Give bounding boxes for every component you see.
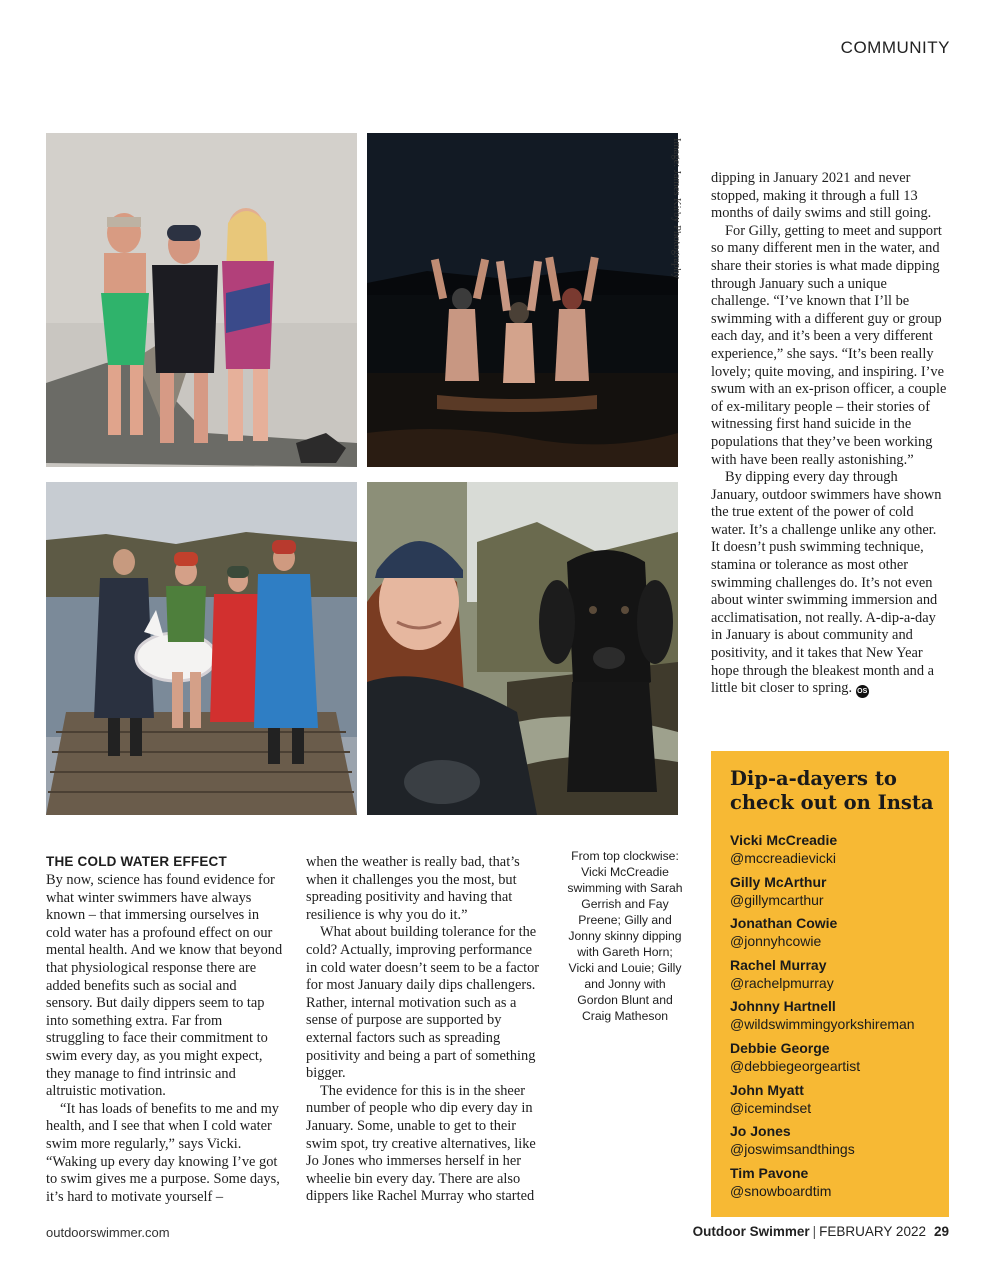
list-item [730,956,945,998]
paragraph: The evidence for this is in the sheer number of people who dip every day in January. Some, unable to get to their swim spot, try creative alternatives, like Jo Jones who immerses herself in her wheelie bin every day. There are also dippers like Rachel Murray who started [306,1082,536,1205]
person-name: Rachel Murray [730,956,827,973]
paragraph: dipping in January 2021 and never stopped, making it through a full 13 months of daily swims and still going. [711,170,932,222]
paragraph: By now, science has found evidence for what winter swimmers have always known – that immersing ourselves in cold water has a profound effect on our mental health. And we know that beyond that physiological response there are added benefits such as social and sensory. But daily dippers seem to tap into something extra. Far from struggling to face their commitment to swim every day, as you might expect, they manage to find intrinsic and altruistic motivation. [46,872,283,1100]
paragraph: when the weather is really bad, that’s when it challenges you the most, but spreading positivity and having that resilience is why you do it.” [306,854,520,923]
photo-selfie-dog [367,482,678,815]
magazine-name: Outdoor Swimmer [692,1224,810,1239]
photo-night-dip-image [367,133,678,467]
article-column-3 [711,170,947,698]
insta-handle: @icemindset [730,1099,812,1116]
list-item [730,1081,945,1123]
list-item [730,1164,945,1206]
paragraph: For Gilly, getting to meet and support so many different men in the water, and share their stories is what made dipping through January such a unique challenge. “I’ve known that I’ll be swimming with a different guy or group each day, and it’s been a very different experience,” she says. “It’s been really lovely; quite moving, and inspiring. I’ve swum with an ex-prison officer, a couple of ex-military people – their stories of witnessing first hand suicide in the populations that they’ve been working with have been really astonishing.” [711,222,947,468]
person-name: John Myatt [730,1081,804,1098]
photo-selfie-dog-image [367,482,678,815]
photo-three-swimmers [46,133,357,467]
photo-credit-text: Image: James Kirby Photography [671,138,682,279]
paragraph [711,469,947,698]
list-item [730,873,945,915]
insta-handle: @snowboardtim [730,1182,832,1199]
person-name: Jonathan Cowie [730,915,838,932]
person-name: Vicki McCreadie [730,832,838,848]
list-item [730,1122,945,1164]
footer-website: outdoorswimmer.com [46,1225,170,1240]
article-subheading: THE COLD WATER EFFECT [46,854,227,869]
paragraph: What about building tolerance for the cold? Actually, improving performance in cold water doesn’t seem to be a factor for most January daily dips challengers. Rather, internal motivation such as a sense of purpose are supported by external factors such as spreading positivity and being a part of something bigger. [306,924,540,1082]
divider: | [812,1224,817,1239]
paragraph-text: By dipping every day through January, outdoor swimmers have shown the true extent of the power of cold water. It’s a challenge unlike any other. It doesn’t push swimming technique, stamina or tolerance as most other swimming challenges do. It’s not even about winter swimming immersion and acclimatisation, not really. A-dip-a-day in January is about community and positivity, and it takes that New Year hope through the bleakest month and a little bit closer to spring. [711,469,942,697]
insta-list [730,831,945,1205]
sidebar-title: Dip-a-dayers to check out on Insta [730,767,934,814]
photo-three-swimmers-image [46,133,357,467]
photo-jetty-group-image [46,482,357,815]
issue-date: FEBRUARY 2022 [819,1224,926,1239]
person-name: Debbie George [730,1039,830,1056]
footer-folio [693,1224,949,1239]
page-number: 29 [933,1224,949,1239]
paragraph: “It has loads of benefits to me and my health, and I see that when I cold water swim more regularly,” says Vicki. “Waking up every day knowing I’ve got to swim gives me a purpose. Some days, it’s hard to motivate yourself – [46,1100,280,1205]
photo-caption: From top clockwise: Vicki McCreadie swimming with Sarah Gerrish and Fay Preene; Gilly and Jonny skinny dipping with Gareth Horn; Vicki and Louie; Gilly and Jonny with Gordon Blunt and Craig Matheson [567,849,683,1023]
insta-handle: @joswimsandthings [730,1141,855,1158]
list-item [730,997,945,1039]
person-name: Gilly McArthur [730,873,827,890]
person-name: Jo Jones [730,1123,791,1140]
insta-handle: @jonnyhcowie [730,933,822,950]
person-name: Tim Pavone [730,1164,809,1181]
list-item [730,1039,945,1081]
article-column-1 [46,853,284,1206]
insta-handle: @gillymcarthur [730,891,824,908]
photo-night-dip [367,133,678,467]
article-column-2 [306,854,546,1206]
insta-handle: @rachelpmurray [730,974,834,991]
end-mark-icon: OS [856,685,869,698]
insta-handle: @wildswimmingyorkshireman [730,1016,915,1033]
photo-jetty-group [46,482,357,815]
section-label: COMMUNITY [840,38,950,57]
insta-sidebar [711,751,949,1217]
insta-handle: @mccreadievicki [730,850,837,866]
person-name: Johnny Hartnell [730,998,836,1015]
photo-credit [664,138,684,438]
insta-handle: @debbiegeorgeartist [730,1057,861,1074]
list-item [730,831,945,873]
list-item [730,914,945,956]
